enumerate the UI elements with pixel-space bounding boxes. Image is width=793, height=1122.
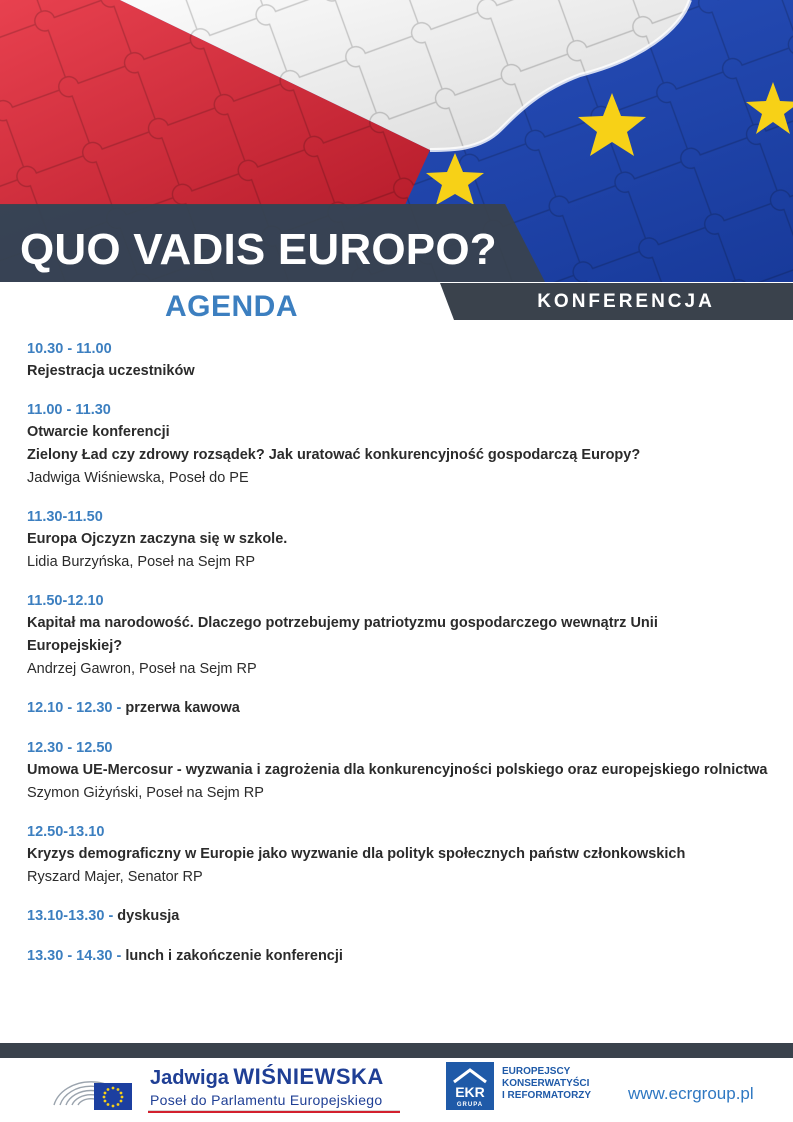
mep-last-name: WIŚNIEWSKA bbox=[233, 1064, 384, 1089]
agenda-item bbox=[27, 945, 777, 967]
agenda-title: Zielony Ład czy zdrowy rozsądek? Jak uratować konkurencyjność gospodarczą Europy? bbox=[27, 447, 641, 463]
agenda-title: Otwarcie konferencji bbox=[27, 424, 170, 440]
agenda-speaker: Szymon Giżyński, Poseł na Sejm RP bbox=[27, 785, 264, 801]
agenda-item bbox=[27, 399, 777, 490]
ecr-group-name-line: I REFORMATORZY bbox=[502, 1090, 592, 1101]
agenda-time: 11.50-12.10 bbox=[27, 593, 104, 609]
ecr-group-name-line: KONSERWATYŚCI bbox=[502, 1078, 590, 1089]
agenda-time: 11.00 - 11.30 bbox=[27, 402, 111, 418]
ecr-group-name bbox=[502, 1066, 612, 1102]
agenda-item bbox=[27, 821, 777, 889]
agenda-break-label: przerwa kawowa bbox=[125, 700, 240, 716]
ekr-logo-text: EKR bbox=[455, 1084, 485, 1100]
agenda-item bbox=[27, 506, 777, 574]
ekr-logo-subtext: GRUPA bbox=[456, 1102, 484, 1108]
european-parliament-logo bbox=[48, 1061, 134, 1111]
agenda-item bbox=[27, 737, 777, 805]
agenda-title: Europa Ojczyzn zaczyna się w szkole. bbox=[27, 531, 288, 547]
ekr-logo bbox=[446, 1062, 494, 1110]
agenda-item bbox=[27, 905, 777, 927]
agenda-time: 10.30 - 11.00 bbox=[27, 341, 112, 357]
footer-divider-bar bbox=[0, 1043, 793, 1058]
agenda-discussion-label: dyskusja bbox=[117, 908, 180, 924]
mep-first-name: Jadwiga bbox=[150, 1067, 229, 1089]
mep-role: Poseł do Parlamentu Europejskiego bbox=[150, 1092, 383, 1108]
agenda-title: Kapitał ma narodowość. Dlaczego potrzebujemy patriotyzmu gospodarczego wewnątrz Unii Europejskiej? bbox=[27, 615, 658, 654]
agenda-speaker: Lidia Burzyńska, Poseł na Sejm RP bbox=[27, 554, 256, 570]
agenda-item bbox=[27, 697, 777, 719]
agenda-title: Umowa UE-Mercosur - wyzwania i zagrożenia dla konkurencyjności polskiego oraz europejskiego rolnictwa bbox=[27, 762, 768, 778]
agenda-time: 13.30 - 14.30 bbox=[27, 948, 113, 964]
agenda-time: 11.30-11.50 bbox=[27, 509, 103, 525]
agenda-title: Kryzys demograficzny w Europie jako wyzwanie dla polityk społecznych państw członkowskich bbox=[27, 846, 686, 862]
agenda-time: 12.30 - 12.50 bbox=[27, 740, 113, 756]
agenda-title: Rejestracja uczestników bbox=[27, 363, 195, 379]
ecr-group-name-line: EUROPEJSCY bbox=[502, 1066, 571, 1077]
website-link[interactable]: www.ecrgroup.pl bbox=[628, 1084, 754, 1103]
agenda-time-row: 13.30 - 14.30 - lunch i zakończenie konferencji bbox=[27, 948, 343, 964]
agenda-list bbox=[27, 338, 777, 985]
agenda-item bbox=[27, 590, 777, 681]
agenda-time: 12.10 - 12.30 bbox=[27, 700, 113, 716]
agenda-time-row: 12.10 - 12.30 - przerwa kawowa bbox=[27, 700, 240, 716]
agenda-speaker: Andrzej Gawron, Poseł na Sejm RP bbox=[27, 661, 257, 677]
agenda-lunch-label: lunch i zakończenie konferencji bbox=[125, 948, 343, 964]
mep-name bbox=[150, 1064, 384, 1090]
agenda-item bbox=[27, 338, 777, 383]
page-title: QUO VADIS EUROPO? bbox=[20, 225, 497, 274]
agenda-time: 13.10-13.30 bbox=[27, 908, 105, 924]
agenda-speaker: Jadwiga Wiśniewska, Poseł do PE bbox=[27, 470, 249, 486]
agenda-heading: AGENDA bbox=[165, 290, 299, 323]
conference-label: KONFERENCJA bbox=[537, 291, 715, 312]
flag-underline bbox=[148, 1110, 400, 1113]
agenda-time: 12.50-13.10 bbox=[27, 824, 105, 840]
agenda-time-row: 13.10-13.30 - dyskusja bbox=[27, 908, 180, 924]
agenda-speaker: Ryszard Majer, Senator RP bbox=[27, 869, 203, 885]
